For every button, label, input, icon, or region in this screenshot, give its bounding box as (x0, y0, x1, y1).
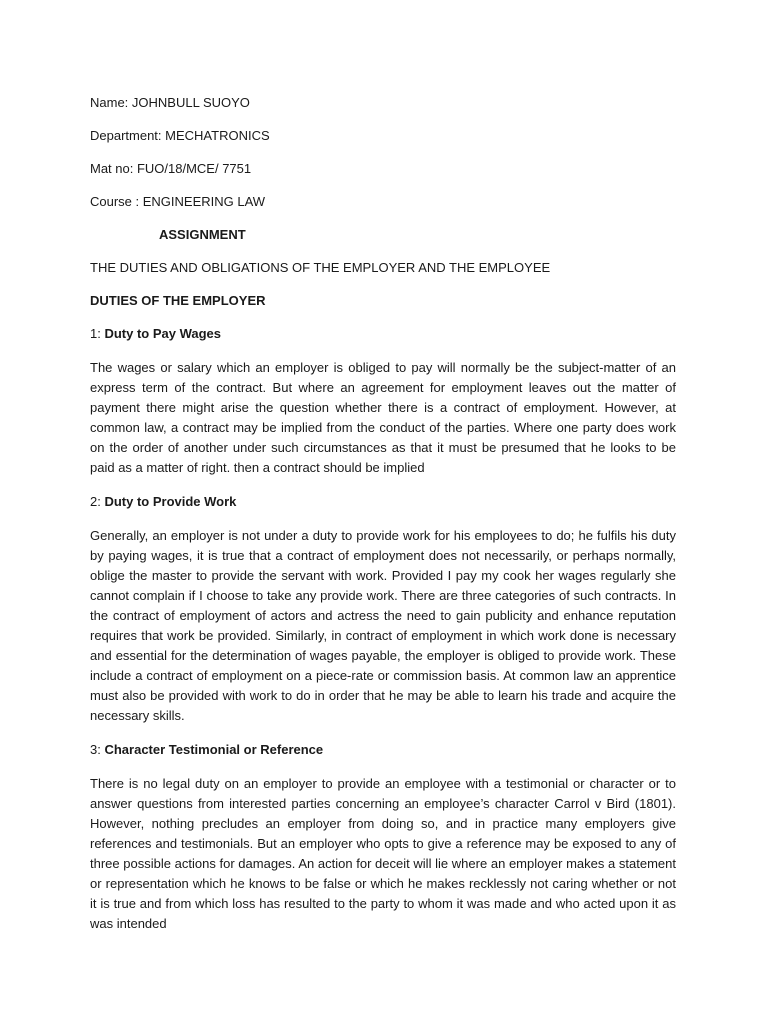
student-name: Name: JOHNBULL SUOYO (90, 95, 250, 110)
section-heading: DUTIES OF THE EMPLOYER (90, 293, 266, 308)
duty-paragraph: Generally, an employer is not under a duty to provide work for his employees to do; he fulfils his duty by paying wages, it is true that a contract of employment does not necessarily, or perhaps normally, oblige the master to provide the servant with work. Provided I pay my cook her wages regularly she cannot complain if I choose to take any provide work. There are three categories of such contracts. In the contract of employment of actors and actress the need to gain publicity and enhance reputation requires that work be provided. Similarly, in contract of employment in which work done is necessary and essential for the determination of wages payable, the employer is obliged to provide work. These include a contract of employment on a piece-rate or commission basis. At common law an apprentice must also be provided with work to do in order that he may be able to learn his trade and acquire the necessary skills. (90, 528, 676, 723)
duty-heading (90, 493, 676, 511)
duty-title: Character Testimonial or Reference (104, 742, 324, 757)
duty-title: Duty to Provide Work (104, 494, 237, 509)
document-body (90, 94, 676, 949)
duty-heading (90, 741, 676, 759)
duty-number: 3: (90, 742, 101, 757)
matriculation-number: Mat no: FUO/18/MCE/ 7751 (90, 161, 252, 176)
duty-paragraph: There is no legal duty on an employer to provide an employee with a testimonial or character or to answer questions from interested parties concerning an employee’s character Carrol v Bird (1801). However, nothing precludes an employer from doing so, and in practice many employers give references and testimonials. But an employer who opts to give a reference may be exposed to any of three possible actions for damages. An action for deceit will lie where an employer makes a statement or representation which he knows to be false or which he makes recklessly not caring whether or not it is true and from which loss has resulted to the party to whom it was made and who acted upon it as was intended (90, 776, 676, 931)
duty-number: 1: (90, 326, 101, 341)
course-name: Course : ENGINEERING LAW (90, 194, 266, 209)
student-department: Department: MECHATRONICS (90, 128, 270, 143)
duty-title: Duty to Pay Wages (104, 326, 222, 341)
assignment-topic: THE DUTIES AND OBLIGATIONS OF THE EMPLOYER AND THE EMPLOYEE (90, 260, 551, 275)
duty-heading (90, 325, 676, 343)
assignment-title: ASSIGNMENT (159, 227, 246, 242)
duty-number: 2: (90, 494, 101, 509)
duty-paragraph: The wages or salary which an employer is obliged to pay will normally be the subject-matter of an express term of the contract. But where an agreement for employment leaves out the matter of payment there might arise the question whether there is a contract of employment. However, at common law, a contract may be implied from the conduct of the parties. Where one party does work on the order of another under such circumstances as that it must be presumed that he looks to be paid as a matter of right. then a contract should be implied (90, 360, 676, 475)
